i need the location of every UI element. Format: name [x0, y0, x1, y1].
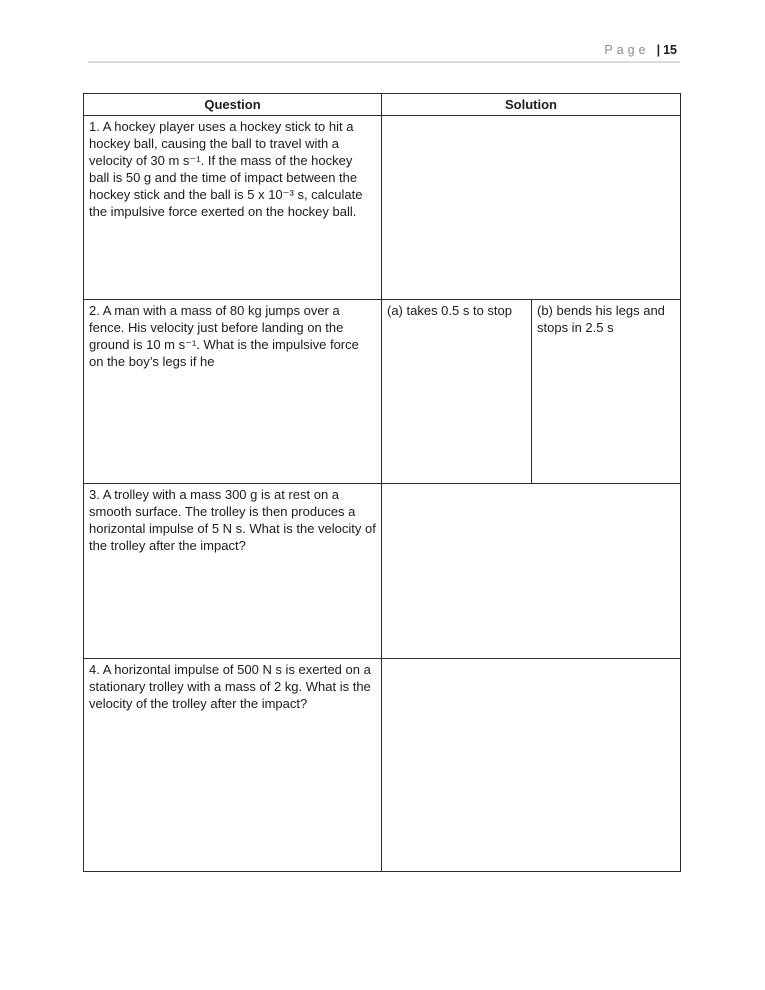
question-cell-3: 3. A trolley with a mass 300 g is at rest on a smooth surface. The trolley is then produces a horizontal impulse of 5 N s. What is the velocity of the trolley after the impact?: [84, 484, 382, 659]
solution-column-header: Solution: [382, 94, 681, 116]
question-cell-4: 4. A horizontal impulse of 500 N s is exerted on a stationary trolley with a mass of 2 kg. What is the velocity of the trolley after the impact?: [84, 659, 382, 872]
question-cell-2: 2. A man with a mass of 80 kg jumps over a fence. His velocity just before landing on the ground is 10 m s⁻¹. What is the impulsive force on the boy’s legs if he: [84, 300, 382, 484]
header-rule: [88, 61, 680, 63]
solution-cell-2b: (b) bends his legs and stops in 2.5 s: [532, 300, 681, 484]
question-column-header: Question: [84, 94, 382, 116]
solution-cell-4: [382, 659, 681, 872]
table-row-question-4: [84, 659, 681, 872]
question-cell-1: 1. A hockey player uses a hockey stick to hit a hockey ball, causing the ball to travel with a velocity of 30 m s⁻¹. If the mass of the hockey ball is 50 g and the time of impact between the hockey stick and the ball is 5 x 10⁻³ s, calculate the impulsive force exerted on the hockey ball.: [84, 116, 382, 300]
page-header-separator: |: [656, 43, 661, 57]
solution-cell-1: [382, 116, 681, 300]
page-number: 15: [663, 43, 677, 57]
page-header: [604, 43, 677, 57]
solution-cell-2a: (a) takes 0.5 s to stop: [382, 300, 532, 484]
question-solution-table: [83, 93, 681, 872]
table-row-question-1: [84, 116, 681, 300]
solution-cell-3: [382, 484, 681, 659]
table-row-question-2: [84, 300, 681, 484]
table-row-question-3: [84, 484, 681, 659]
page-header-label: Page: [604, 43, 650, 57]
table-header-row: [84, 94, 681, 116]
